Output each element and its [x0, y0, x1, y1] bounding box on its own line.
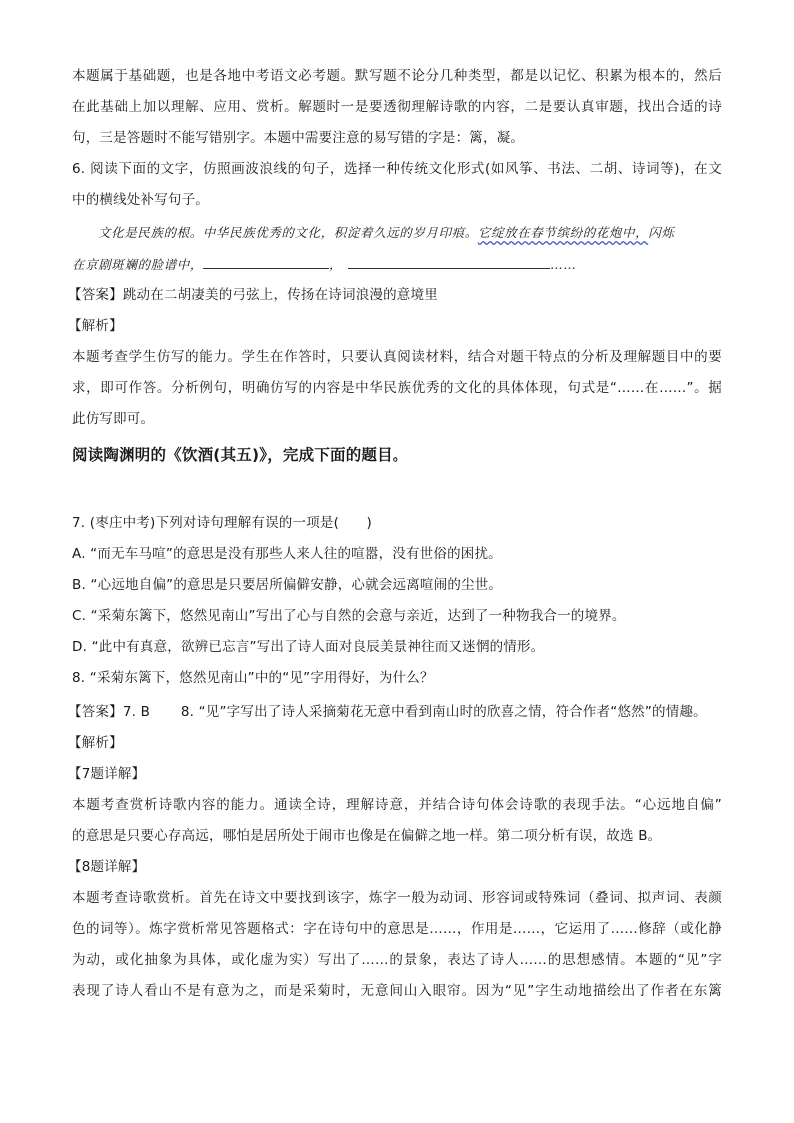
q6-stem-line-2: 中的横线处补写句子。 [72, 192, 209, 208]
q6-quote-line-1 [98, 223, 674, 243]
q6-answer-tag: 【答案】 [68, 287, 123, 303]
answers-tag: 【答案】 [68, 704, 123, 720]
q6-quote-line-2 [72, 254, 576, 275]
intro-line-3: 句，三是答题时不能写错别字。本题中需要注意的易写错的字是：篱，凝。 [72, 130, 525, 146]
q6-answer-text: 跳动在二胡凄美的弓弦上，传扬在诗词浪漫的意境里 [122, 287, 438, 303]
q7-stem: 7. (枣庄中考)下列对诗句理解有误的一项是( ) [72, 515, 372, 531]
detail7-line-2: 的意思是只要心存高远，哪怕是居所处于闹市也像是在偏僻之地一样。第二项分析有误，故选 B。 [72, 828, 662, 844]
detail7-tag: 【7题详解】 [68, 766, 146, 782]
detail8-line-1: 本题考查诗歌赏析。首先在诗文中要找到该字，炼字一般为动词、形容词或特殊词（叠词、拟声词、表颜 [72, 890, 722, 906]
q8-stem: 8. “采菊东篱下，悠然见南山”中的“见”字用得好，为什么？ [72, 670, 434, 686]
detail8-tag: 【8题详解】 [68, 859, 146, 875]
q6-blank-1[interactable] [203, 254, 329, 269]
answer-q8: 8. “见”字写出了诗人采摘菊花无意中看到南山时的欣喜之情，符合作者“悠然”的情趣。 [180, 704, 707, 720]
q6-analysis-line-3: 此仿写即可。 [72, 411, 155, 427]
q6-answer [68, 285, 438, 305]
q6-analysis-tag: 【解析】 [68, 318, 123, 334]
detail8-line-2: 色的词等）。炼字赏析常见答题格式：字在诗句中的意思是……，作用是……，它运用了……修辞（或化静 [72, 921, 722, 937]
q7-option-c: C. “采菊东篱下，悠然见南山”写出了心与自然的会意与亲近，达到了一种物我合一的境界。 [72, 608, 626, 624]
q6-analysis-line-1: 本题考查学生仿写的能力。学生在作答时，只要认真阅读材料，结合对题干特点的分析及理解题目中的要 [72, 349, 722, 365]
detail8-line-4: 表现了诗人看山不是有意为之，而是采菊时，无意间山入眼帘。因为“见”字生动地描绘出了作者在东篱 [72, 983, 722, 999]
answer-q7: 7. B [122, 704, 151, 720]
answers-analysis-tag: 【解析】 [68, 735, 123, 751]
detail8-line-3: 为动，或化抽象为具体，或化虚为实）写出了……的景象，表达了诗人……的思想感情。本题的“见”字 [72, 952, 722, 968]
q6-quote-sep: ， [329, 257, 343, 272]
q6-quote-start: 文化是民族的根。中华民族优秀的文化，积淀着久远的岁月印痕。 [98, 225, 478, 240]
q6-quote-end: 闪烁 [648, 225, 675, 240]
section-heading-dot: 。 [392, 449, 407, 464]
detail7-line-1: 本题考查赏析诗歌内容的能力。通读全诗，理解诗意，并结合诗句体会诗歌的表现手法。“心远地自偏” [72, 797, 722, 813]
q6-blank-2[interactable] [348, 254, 550, 269]
section-heading-text: 阅读陶渊明的《饮酒(其五)》，完成下面的题目 [72, 446, 393, 464]
section-heading [72, 445, 406, 467]
intro-line-1: 本题属于基础题，也是各地中考语文必考题。默写题不论分几种类型，都是以记忆、积累为根本的，然后 [72, 68, 722, 84]
q6-quote-ellipsis: …… [550, 257, 577, 272]
q6-analysis-line-2: 求，即可作答。分析例句，明确仿写的内容是中华民族优秀的文化的具体体现，句式是“……在……”。据 [72, 380, 722, 396]
q6-quote-wavy-sentence: 它绽放在春节缤纷的花炮中， [477, 225, 649, 240]
q7-option-b: B. “心远地自偏”的意思是只要居所偏僻安静，心就会远离喧闹的尘世。 [72, 577, 503, 593]
q7-option-a: A. “而无车马喧”的意思是没有那些人来人往的喧嚣，没有世俗的困扰。 [72, 546, 502, 562]
q6-stem-line-1: 6. 阅读下面的文字，仿照画波浪线的句子，选择一种传统文化形式(如风筝、书法、二胡、诗词等)，在文 [72, 161, 722, 177]
q7-option-d: D. “此中有真意，欲辨已忘言”写出了诗人面对良辰美景神往而又迷惘的情形。 [72, 639, 545, 655]
answers-row [68, 702, 707, 722]
intro-line-2: 在此基础上加以理解、应用、赏析。解题时一是要透彻理解诗歌的内容，二是要认真审题，找出合适的诗 [72, 99, 722, 115]
q6-quote-line2-start: 在京剧斑斓的脸谱中， [72, 257, 204, 272]
